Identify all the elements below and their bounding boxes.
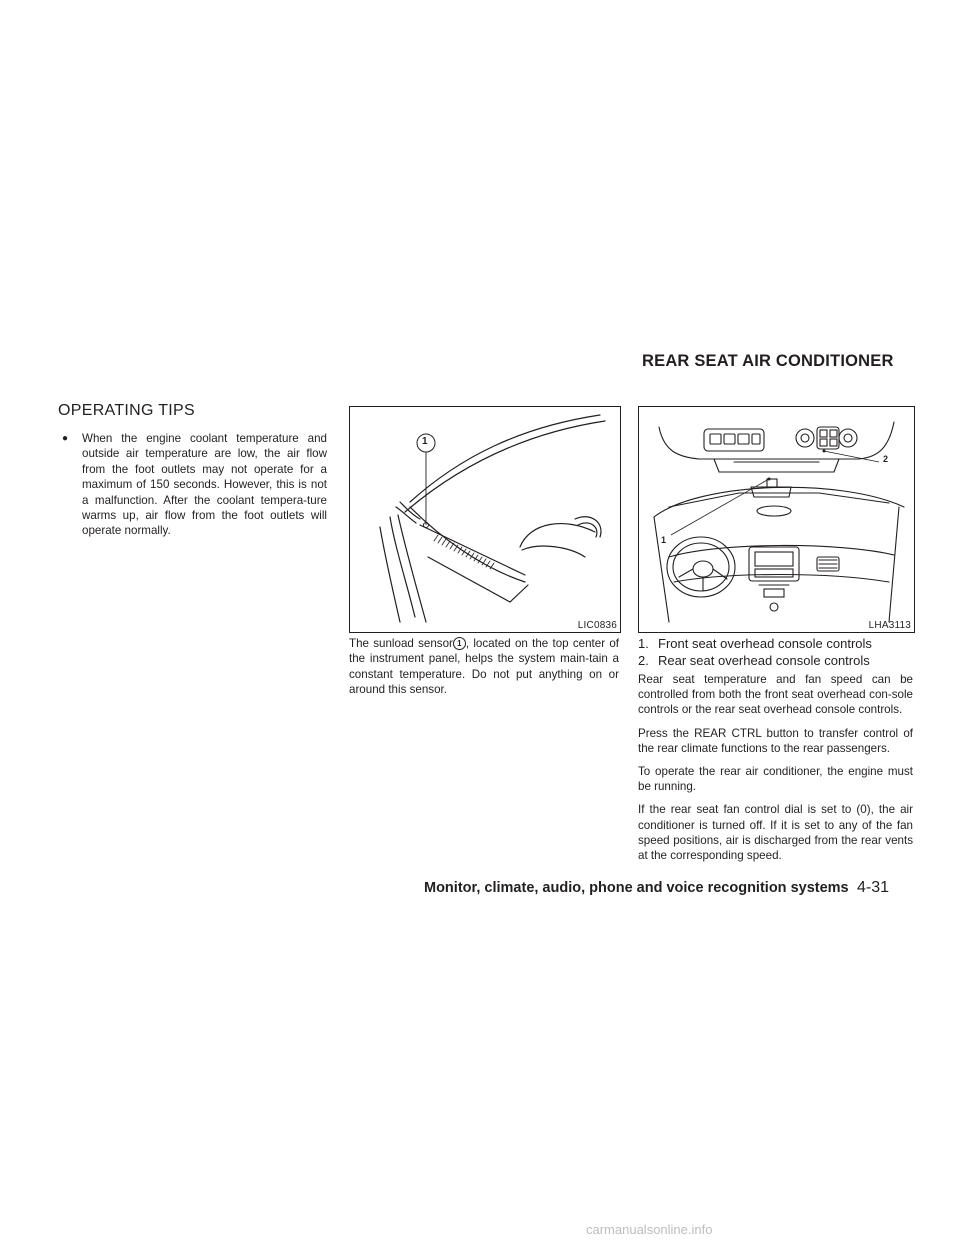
sunload-sensor-figure [349,406,621,633]
callout-marker: 1 [453,637,466,650]
legend-number: 1. [638,636,649,651]
rear-ac-paragraphs [638,672,913,871]
watermark: carmanualsonline.info [586,1222,713,1237]
section-title: REAR SEAT AIR CONDITIONER [642,352,894,370]
bullet-icon: ● [62,433,69,444]
windshield-illustration [350,407,620,632]
callout-1: 1 [661,535,667,545]
callout-2: 2 [883,454,889,464]
paragraph: To operate the rear air conditioner, the engine must be running. [638,765,913,794]
operating-tips-heading: OPERATING TIPS [58,402,195,419]
figure-code: LHA3113 [868,620,911,631]
legend-item [638,635,913,652]
page-number: 4-31 [857,879,890,896]
bullet-text: When the engine coolant temperature and outside air temperature are low, the air flow from the foot outlets may not operate for a maximum of 150 seconds. However, this is not a malfunction. After the coolant tempera-ture warms up, air flow from the foot outlets will operate normally. [82,432,327,538]
cabin-illustration [639,407,914,632]
chapter-title: Monitor, climate, audio, phone and voice recognition systems [424,880,849,896]
callout-1: 1 [422,436,428,447]
legend-number: 2. [638,653,649,668]
legend-label: Front seat overhead console controls [658,636,872,651]
legend-label: Rear seat overhead console controls [658,653,870,668]
overhead-console-figure [638,406,915,633]
figure-code: LIC0836 [577,620,617,631]
paragraph: Press the REAR CTRL button to transfer control of the rear climate functions to the rear passengers. [638,726,913,755]
sunload-caption [349,636,619,698]
figure-legend [638,635,913,669]
caption-text-start: The sunload sensor [349,637,453,650]
bullet-item [62,431,327,539]
paragraph: Rear seat temperature and fan speed can be controlled from both the front seat overhead con-sole controls or the rear seat overhead console controls. [638,673,913,717]
legend-item [638,652,913,669]
paragraph: If the rear seat fan control dial is set to (0), the air conditioner is turned off. If it is set to any of the fan speed positions, air is discharged from the rear vents at the corresponding speed. [638,803,913,863]
caption-text-end: , located on the top center of the instrument panel, helps the system main-tain a constant temperature. Do not put anything on or around this sensor. [349,637,619,697]
